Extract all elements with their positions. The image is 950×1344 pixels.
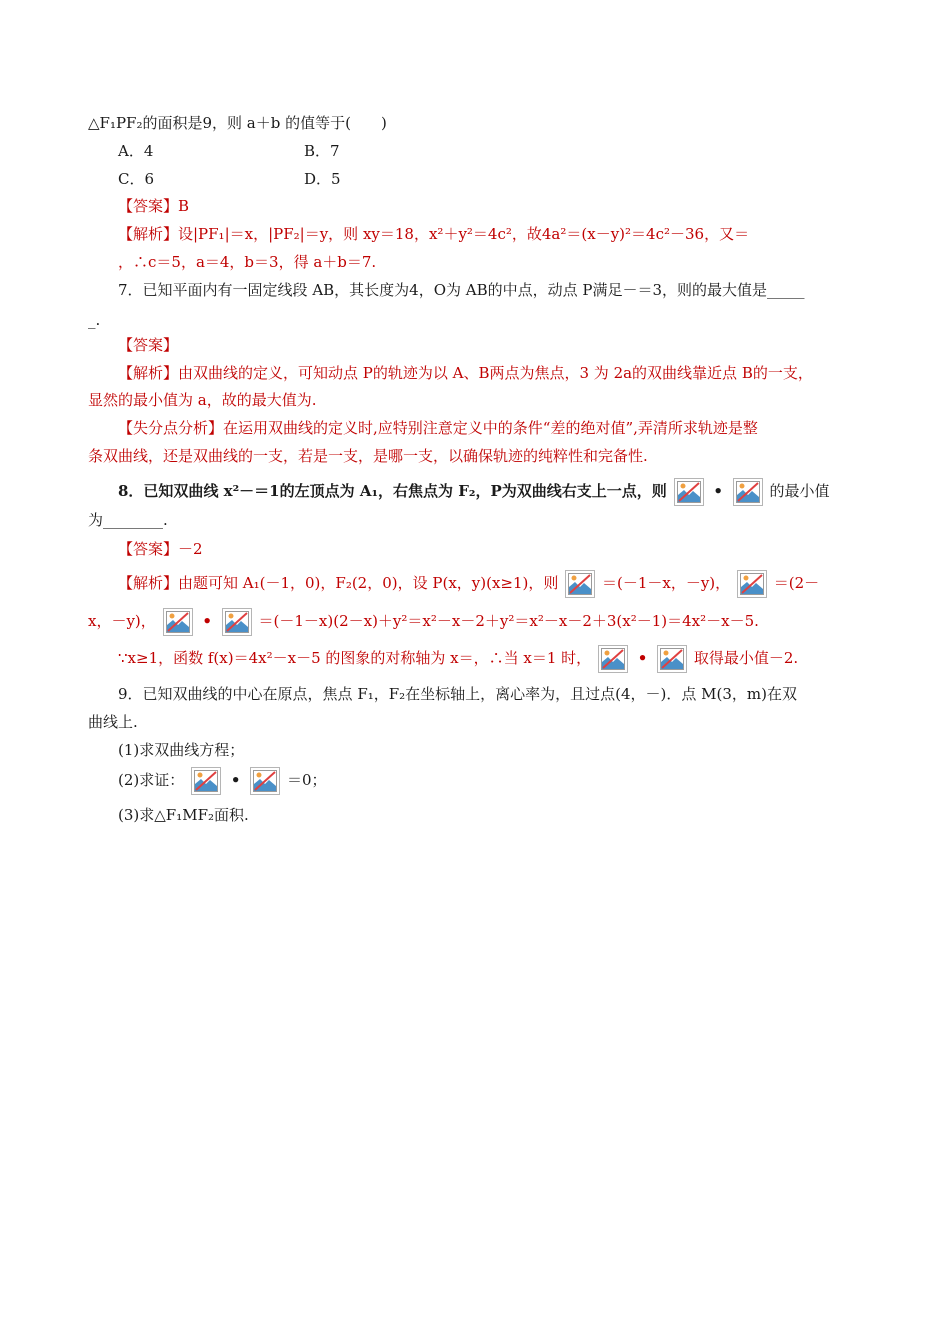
q8-analysis-line2	[88, 608, 759, 636]
q6-analysis-line2: ，∴c＝5，a＝4，b＝3，得 a＋b＝7.	[118, 253, 377, 271]
vector-image-icon	[733, 478, 763, 506]
q9-part2-text: ＝0；	[286, 771, 327, 789]
vector-image-icon	[737, 570, 767, 598]
q6-option-c: C．6	[118, 170, 155, 188]
q8-analysis-line1	[118, 570, 819, 598]
q8-answer: 【答案】－2	[118, 540, 203, 558]
vector-image-icon	[191, 767, 221, 795]
q6-answer: 【答案】B	[118, 197, 190, 215]
q8-stem-line1	[118, 478, 830, 506]
q8-analysis-text: 取得最小值－2.	[693, 649, 799, 667]
q8-analysis-text: 【解析】由题可知 A₁(－1，0)，F₂(2，0)，设 P(x，y)(x≥1)，则	[118, 574, 559, 592]
dot-product-symbol: •	[230, 771, 241, 789]
vector-image-icon	[250, 767, 280, 795]
q8-analysis-text: ∵x≥1，函数 f(x)＝4x²－x－5 的图象的对称轴为 x＝，∴当 x＝1 时，	[118, 649, 592, 667]
q7-stem-line1: 7．已知平面内有一固定线段 AB，其长度为4，O为 AB的中点，动点 P满足－＝3，则的最大值是_____	[118, 281, 805, 299]
vector-image-icon	[674, 478, 704, 506]
dot-product-symbol: •	[637, 649, 648, 667]
q8-analysis-line3	[118, 645, 798, 673]
q7-analysis-line1: 【解析】由双曲线的定义，可知动点 P的轨迹为以 A、B两点为焦点，3 为 2a的双曲线靠近点 B的一支，	[118, 364, 813, 382]
q8-stem-text: 8．已知双曲线 x²－＝1的左顶点为 A₁，右焦点为 F₂，P为双曲线右支上一点，则	[118, 482, 667, 500]
vector-image-icon	[657, 645, 687, 673]
q6-stem: △F₁PF₂的面积是9，则 a＋b 的值等于( )	[88, 114, 387, 132]
q6-option-d: D．5	[304, 170, 341, 188]
q6-analysis-line1: 【解析】设|PF₁|＝x，|PF₂|＝y，则 xy＝18，x²＋y²＝4c²，故4a²＝(x－y)²＝4c²－36，又＝	[118, 225, 750, 243]
q7-stem-line2: _.	[88, 311, 101, 329]
q7-lost-points-line1: 【失分点分析】在运用双曲线的定义时,应特别注意定义中的条件“差的绝对值”,弄清所求轨迹是整	[118, 419, 758, 437]
vector-image-icon	[565, 570, 595, 598]
q7-lost-points-line2: 条双曲线，还是双曲线的一支，若是一支，是哪一支，以确保轨迹的纯粹性和完备性.	[88, 447, 648, 465]
q9-part2	[118, 767, 327, 795]
q9-part1: (1)求双曲线方程；	[118, 741, 245, 759]
vector-image-icon	[163, 608, 193, 636]
vector-image-icon	[598, 645, 628, 673]
vector-image-icon	[222, 608, 252, 636]
q7-analysis-line2: 显然的最小值为 a，故的最大值为.	[88, 391, 317, 409]
dot-product-symbol: •	[202, 612, 212, 630]
q8-analysis-text: ＝(2－	[773, 574, 820, 592]
q8-analysis-text: x，－y)，	[88, 612, 156, 630]
dot-product-symbol: •	[713, 482, 723, 500]
q9-stem-line1: 9．已知双曲线的中心在原点，焦点 F₁，F₂在坐标轴上，离心率为，且过点(4，－)．点 M(3，m)在双	[118, 685, 798, 703]
q9-stem-line2: 曲线上.	[88, 713, 138, 731]
q8-analysis-text: ＝(－1－x)(2－x)＋y²＝x²－x－2＋y²＝x²－x－2＋3(x²－1)＝4x²－x－5.	[258, 612, 759, 630]
q8-analysis-text: ＝(－1－x，－y)，	[601, 574, 731, 592]
q9-part3: (3)求△F₁MF₂面积.	[118, 806, 249, 824]
q8-stem-line2: 为________.	[88, 511, 168, 529]
q6-option-b: B．7	[304, 142, 340, 160]
q8-stem-suffix: 的最小值	[769, 482, 830, 500]
q9-part2-text: (2)求证：	[118, 771, 185, 789]
q6-option-a: A．4	[118, 142, 154, 160]
q7-answer: 【答案】	[118, 336, 179, 354]
